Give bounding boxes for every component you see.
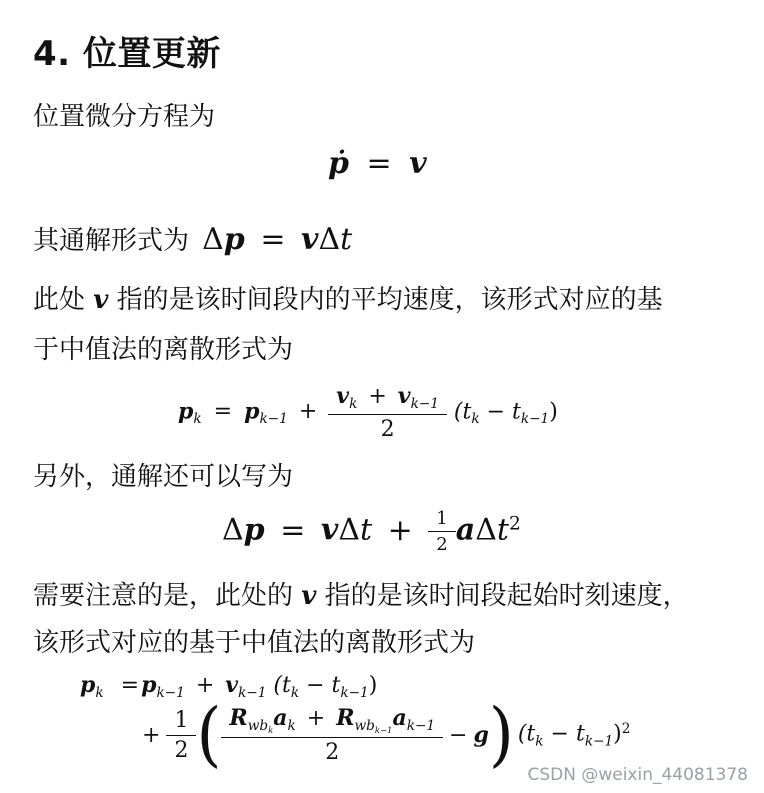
general-solution-formula	[202, 222, 352, 257]
equation-midpoint-mean	[178, 383, 558, 442]
v-var: v	[336, 383, 350, 409]
v-var: v	[225, 672, 239, 698]
time-term: (t	[517, 721, 536, 747]
denominator: 2	[428, 531, 455, 555]
plus-sign: +	[298, 399, 318, 425]
delta-symbol: Δ	[318, 222, 341, 257]
subscript: k	[290, 684, 300, 701]
subscript: k−1	[340, 684, 369, 701]
right-paren: )	[488, 694, 514, 776]
t-var: t	[360, 512, 373, 548]
delta-symbol: Δ	[338, 512, 360, 548]
subscript: k−1	[520, 411, 550, 428]
intro-text: 位置微分方程为	[33, 102, 216, 132]
initial-velocity-note	[33, 583, 689, 609]
subscript: k	[349, 395, 358, 412]
equation-position-derivative	[328, 146, 427, 181]
R-var: R	[229, 705, 248, 732]
note-text: 指的是该时间段起始时刻速度，	[324, 581, 689, 611]
delta-symbol: Δ	[202, 222, 224, 257]
subscript: k	[535, 733, 544, 750]
plus-sign: +	[142, 722, 161, 748]
subscript: k	[471, 411, 480, 428]
subscript: k−1	[406, 717, 436, 734]
time-term: (t	[273, 673, 291, 698]
subsubscript: k−1	[374, 724, 393, 735]
rotation-fraction	[225, 705, 439, 765]
plus-sign: +	[306, 706, 326, 732]
initial-velocity-note-line2: 该形式对应的基于中值法的离散形式为	[33, 628, 476, 658]
eq1-op: =	[366, 146, 392, 181]
delta-symbol: Δ	[222, 512, 244, 548]
equation-midpoint-initial-line2	[142, 694, 631, 776]
v-var: v	[93, 285, 109, 315]
v-var: v	[301, 581, 317, 611]
subscript: k−1	[584, 733, 614, 750]
time-term: − t	[479, 399, 521, 425]
half-fraction	[170, 708, 192, 763]
p-var: p	[178, 398, 194, 425]
paren: )	[549, 399, 558, 425]
alternative-text: 另外，通解还可以写为	[33, 462, 294, 492]
general-solution-line	[33, 222, 352, 257]
minus-sign: −	[449, 722, 468, 748]
fraction	[332, 383, 443, 442]
denominator: 2	[221, 737, 443, 765]
denominator: 2	[328, 414, 447, 442]
paren: )	[368, 673, 378, 698]
subscript-text: wb	[247, 717, 269, 734]
equals-sign: =	[260, 222, 286, 257]
plus-sign: +	[195, 673, 215, 698]
g-var: g	[473, 722, 489, 748]
numerator: 1	[436, 508, 448, 529]
general-solution-text: 其通解形式为	[33, 226, 190, 256]
p-var: p	[244, 398, 260, 425]
p-var: p	[141, 672, 157, 698]
a-var: a	[273, 705, 288, 732]
subscript: k−1	[238, 684, 267, 701]
subscript-text: wb	[354, 717, 375, 734]
v-var: v	[301, 222, 319, 257]
subscript	[248, 718, 274, 734]
mean-velocity-note-line2: 于中值法的离散形式为	[33, 335, 294, 365]
equals-sign: =	[120, 673, 140, 698]
a-var: a	[455, 512, 476, 548]
note-text: 需要注意的是，此处的	[33, 581, 294, 611]
equation-kinematic	[222, 508, 521, 555]
time-term: (t	[453, 399, 472, 425]
exponent: 2	[508, 513, 521, 535]
csdn-watermark: CSDN @weixin_44081378	[527, 765, 748, 785]
subscript: k	[95, 684, 104, 701]
numerator: 1	[174, 707, 189, 733]
time-term: − t	[299, 673, 341, 698]
mean-velocity-note	[33, 287, 663, 313]
equation-midpoint-initial-line1	[80, 672, 377, 701]
v-var: v	[320, 512, 339, 548]
eq1-rhs: v	[409, 146, 427, 181]
fraction	[432, 508, 451, 555]
equals-sign: =	[213, 399, 233, 425]
exponent: 2	[621, 720, 631, 737]
subscript: k	[193, 411, 202, 428]
t-var: t	[340, 222, 353, 257]
equals-sign: =	[280, 512, 306, 548]
plus-sign: +	[387, 512, 413, 548]
subscript: k	[287, 717, 296, 734]
eq1-lhs: ṗ	[328, 146, 349, 181]
subscript: k−1	[410, 395, 439, 412]
denominator: 2	[166, 735, 196, 763]
paren: )	[613, 721, 622, 747]
subsubscript: k	[268, 724, 274, 735]
t-var: t	[496, 512, 509, 548]
a-var: a	[392, 705, 407, 732]
R-var: R	[336, 705, 355, 732]
subscript: k−1	[156, 684, 185, 701]
time-term: − t	[543, 721, 585, 747]
p-var: p	[223, 222, 245, 257]
subscript	[354, 718, 392, 734]
note-text: 此处	[33, 285, 86, 315]
delta-symbol: Δ	[475, 512, 497, 548]
subscript: k−1	[259, 411, 288, 428]
section-heading: 4. 位置更新	[33, 34, 221, 74]
p-var: p	[80, 672, 96, 698]
v-var: v	[397, 383, 411, 409]
plus-sign: +	[368, 384, 387, 409]
left-paren: (	[196, 694, 222, 776]
note-text: 指的是该时间段内的平均速度，该形式对应的基	[116, 285, 663, 315]
p-var: p	[243, 512, 265, 548]
